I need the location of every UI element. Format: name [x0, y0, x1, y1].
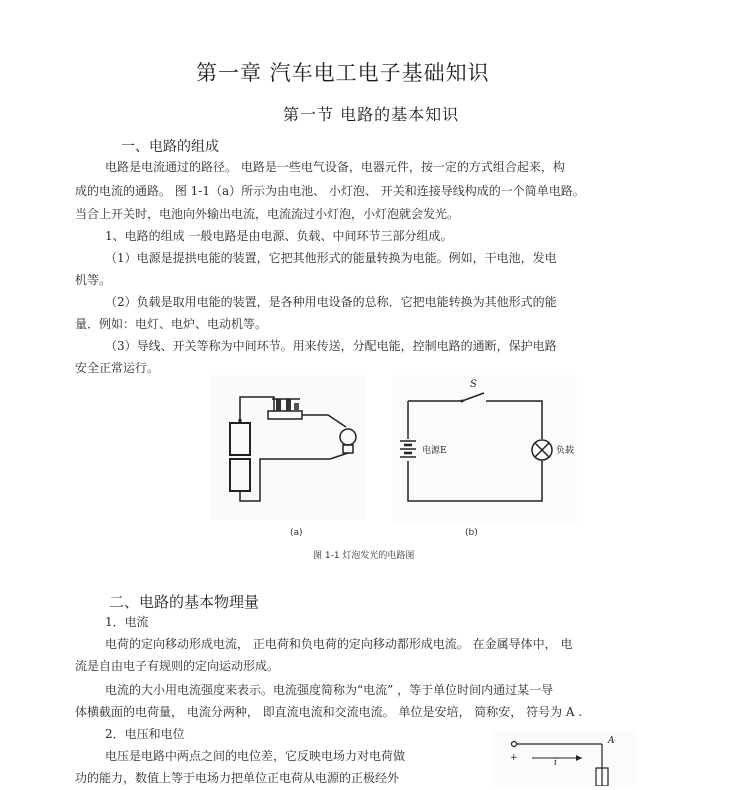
fig2-label-i: i [554, 758, 557, 768]
paragraph-line: （1）电源是提拱电能的装置，它把其他形式的能量转换为电能。例如，干电池，发电 [105, 251, 557, 265]
chapter-title: 第一章 汽车电工电子基础知识 [196, 61, 490, 85]
paragraph-line: 当合上开关时，电池向外输出电流，电流流过小灯泡，小灯泡就会发光。 [75, 207, 460, 221]
figure-b-schematic [392, 375, 577, 523]
paragraph-line: 1、电路的组成 一般电路是由电源、负载、中间环节三部分组成。 [105, 229, 453, 243]
paragraph-line: （3）导线、开关等称为中间环节。用来传送，分配电能，控制电路的通断，保护电路 [105, 339, 557, 353]
load-label: 负载 [556, 446, 575, 456]
paragraph-line: 机等。 [75, 273, 112, 287]
subheading-current: 1．电流 [105, 615, 149, 629]
section-title: 第一节 电路的基本知识 [283, 105, 460, 124]
paragraph-line: 电路是电流通过的路径。 电路是一些电气设备，电器元件，按一定的方式组合起来，构 [105, 160, 565, 174]
part1-heading: 一、电路的组成 [121, 139, 219, 155]
paragraph-line: 量．例如：电灯、电炉、电动机等。 [75, 317, 268, 331]
svg-text:+: + [510, 753, 518, 763]
paragraph-line: 电流的大小用电流强度来表示。电流强度简称为“电流” ，等于单位时间内通过某一导 [105, 683, 554, 697]
paragraph-line: 体横截面的电荷量， 电流分两种， 即直流电流和交流电流。 单位是安培， 简称安， 符号为 A . [75, 705, 583, 719]
paragraph-line: 流是自由电子有规则的定向运动形成。 [75, 659, 280, 673]
figure-voltage-partial [492, 730, 637, 786]
source-label: 电源E [422, 446, 447, 456]
figure-b-label: (b) [465, 528, 478, 538]
figure-a-label: (a) [290, 528, 303, 538]
paragraph-line: 功的能力，数值上等于电场力把单位正电荷从电源的正极经外 [75, 771, 400, 785]
paragraph-line: （2）负载是取用电能的装置，是各种用电设备的总称．它把电能转换为其他形式的能 [105, 295, 557, 309]
part2-heading: 二、电路的基本物理量 [109, 593, 260, 611]
paragraph-line: 电压是电路中两点之间的电位差，它反映电场力对电荷做 [105, 749, 406, 763]
paragraph-line: 成的电流的通路。 图 1-1（a）所示为由电池、 小灯泡、 开关和连接导线构成的一个简单电路。 [75, 184, 585, 198]
figure-a-circuit-drawing [210, 375, 365, 520]
subheading-voltage: 2．电压和电位 [105, 727, 185, 741]
switch-label: S [470, 379, 477, 390]
paragraph-line: 电荷的定向移动形成电流， 正电荷和负电荷的定向移动都形成电流。 在金属导体中， 电 [105, 637, 573, 651]
paragraph-line: 安全正常运行。 [75, 361, 160, 375]
fig2-label-a: A [608, 736, 615, 746]
figure-caption: 图 1-1 灯泡发光的电路图 [313, 551, 415, 561]
